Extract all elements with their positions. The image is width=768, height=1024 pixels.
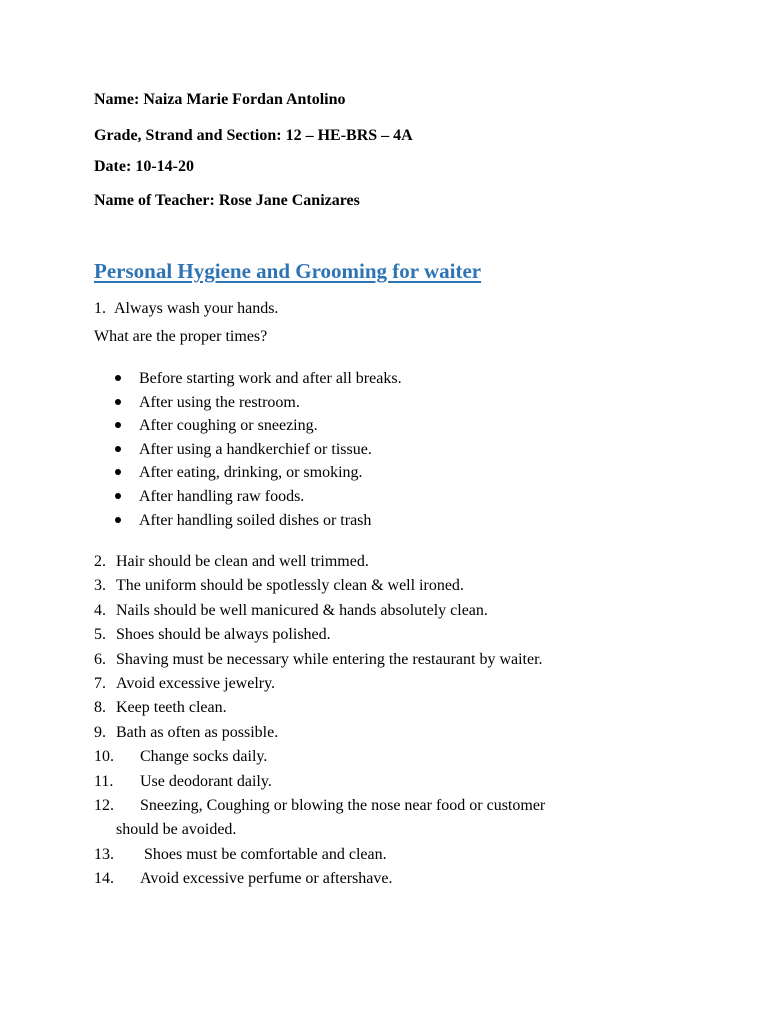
teacher-name: Name of Teacher: Rose Jane Canizares xyxy=(94,192,360,209)
document-title: Personal Hygiene and Grooming for waiter xyxy=(94,259,482,283)
bullet-icon xyxy=(115,422,121,428)
bullet-icon xyxy=(115,517,121,523)
question-text: What are the proper times? xyxy=(94,328,268,345)
bullet-icon xyxy=(115,375,121,381)
bullet-icon xyxy=(115,493,121,499)
bullet-icon xyxy=(115,469,121,475)
list-item-1: 1. Always wash your hands. xyxy=(94,300,279,317)
date: Date: 10-14-20 xyxy=(94,158,194,175)
bullet-icon xyxy=(115,446,121,452)
grade-strand-section: Grade, Strand and Section: 12 – HE-BRS – 4A xyxy=(94,127,413,144)
bullet-icon xyxy=(115,399,121,405)
document-page: Name: Naiza Marie Fordan Antolino Grade, Strand and Section: 12 – HE-BRS – 4A Date: 10-14-20 Name of Teacher: Rose Jane Canizares Personal Hygiene and Grooming for waiter 1. Always wash your hands. What are the proper times? Before starting work and after all breaks. After using the restroom. After coughing or sneezing. After using a handkerchief or tissue. After eating, drinking, or smoking. After handling raw foods. After handling soiled dishes or trash 2. Hair should be clean and well trimmed. 3. The uniform should be spotlessly clean & well ironed. 4. Nails should be well manicured & hands absolutely clean. 5. Shoes should be always polished. 6. Shaving must be necessary while entering the restaurant by waiter. 7. Avoid excessive jewelry. 8. Keep teeth clean. 9. Bath as often as possible. 10. Change socks daily. 11. Use deodorant daily. 12. Sneezing, Coughing or blowing the nose near food or customer should be avoided. 13. Shoes must be comfortable and clean. 14. Avoid excessive perfume or aftershave. xyxy=(94,91,546,888)
student-name: Name: Naiza Marie Fordan Antolino xyxy=(94,91,346,108)
